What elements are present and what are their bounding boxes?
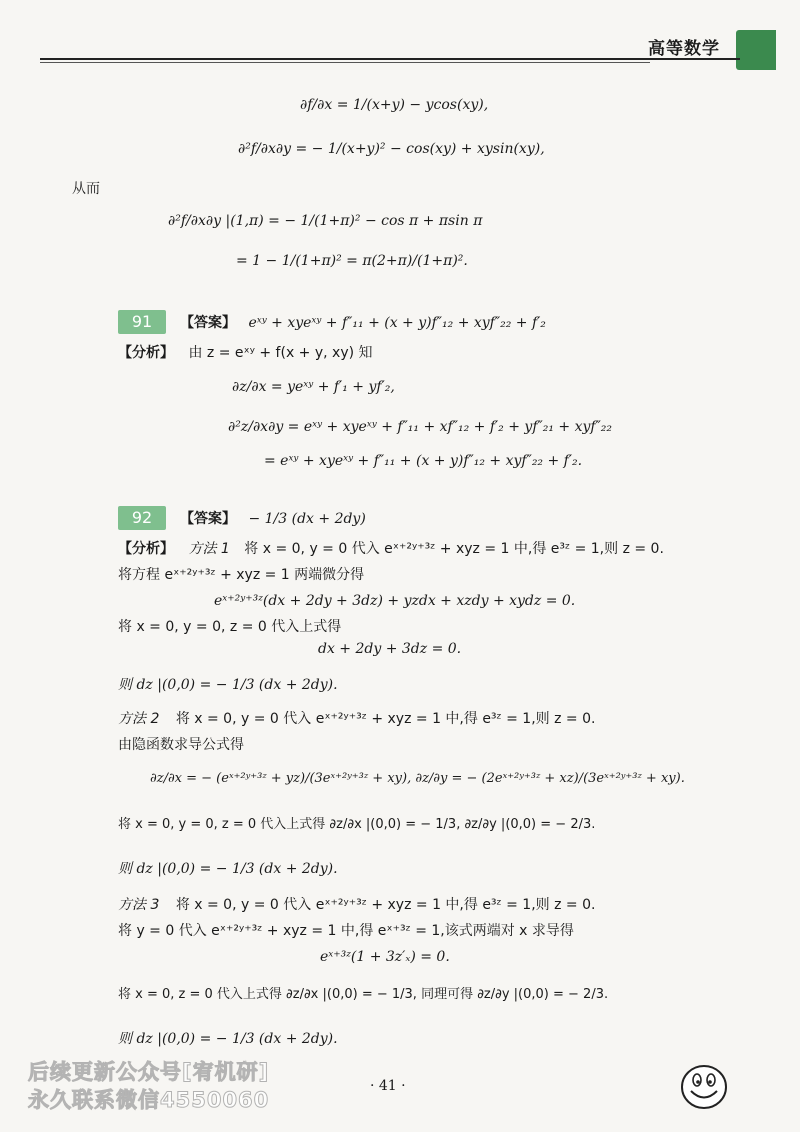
q91-step-3: = eˣʸ + xyeˣʸ + f″₁₁ + (x + y)f″₁₂ + xyf″₂₂ + f′₂. xyxy=(264,453,583,469)
q92-answer: − 1/3 (dx + 2dy) xyxy=(248,511,366,527)
watermark-line-1: 后续更新公众号[宥机研] xyxy=(28,1060,270,1084)
q91-step-2: ∂²z/∂x∂y = eˣʸ + xyeˣʸ + f″₁₁ + xf″₁₂ + f′₂ + yf″₂₁ + xyf″₂₂ xyxy=(228,419,613,435)
text-therefore: 从而 xyxy=(72,181,100,197)
q92-answer-row xyxy=(180,510,366,528)
q91-analysis-row xyxy=(118,344,373,362)
q92-m1-line-4: 将 x = 0, y = 0, z = 0 代入上式得 xyxy=(118,619,342,635)
q92-m1-line-6: 则 dz |(0,0) = − 1/3 (dx + 2dy). xyxy=(118,677,338,693)
q92-m2-line-1: 将 x = 0, y = 0 代入 eˣ⁺²ʸ⁺³ᶻ + xyz = 1 中,得 e³ᶻ = 1,则 z = 0. xyxy=(175,711,596,727)
formula-d2f-dxdy: ∂²f/∂x∂y = − 1/(x+y)² − cos(xy) + xysin(xy), xyxy=(238,141,545,157)
q92-m1-line-1: 将 x = 0, y = 0 代入 eˣ⁺²ʸ⁺³ᶻ + xyz = 1 中,得 e³ᶻ = 1,则 z = 0. xyxy=(244,541,664,557)
formula-df-dx: ∂f/∂x = 1/(x+y) − ycos(xy), xyxy=(300,97,489,113)
q92-m2-line-5: 则 dz |(0,0) = − 1/3 (dx + 2dy). xyxy=(118,861,338,877)
analysis-label: 【分析】 xyxy=(118,345,174,361)
q92-m1-row xyxy=(118,540,664,558)
q92-m3-row xyxy=(118,896,595,914)
smiley-face-icon xyxy=(678,1060,730,1112)
formula-eval-at-point: ∂²f/∂x∂y |(1,π) = − 1/(1+π)² − cos π + πsin π xyxy=(168,213,483,229)
q92-m1-line-5: dx + 2dy + 3dz = 0. xyxy=(318,641,462,657)
q92-m1-line-3: eˣ⁺²ʸ⁺³ᶻ(dx + 2dy + 3dz) + yzdx + xzdy + xydz = 0. xyxy=(214,593,576,609)
header-rule-thin xyxy=(40,62,650,63)
q92-m2-line-2: 由隐函数求导公式得 xyxy=(118,737,244,753)
q92-m2-row xyxy=(118,710,595,728)
header-rule xyxy=(40,58,740,60)
q92-m3-line-1: 将 x = 0, y = 0 代入 eˣ⁺²ʸ⁺³ᶻ + xyz = 1 中,得 e³ᶻ = 1,则 z = 0. xyxy=(175,897,596,913)
analysis-label: 【分析】 xyxy=(118,541,174,557)
q92-m3-line-5: 则 dz |(0,0) = − 1/3 (dx + 2dy). xyxy=(118,1031,338,1047)
header-tab-decoration xyxy=(736,30,776,70)
q92-m1-line-2: 将方程 eˣ⁺²ʸ⁺³ᶻ + xyz = 1 两端微分得 xyxy=(118,567,365,583)
q92-m2-line-4: 将 x = 0, y = 0, z = 0 代入上式得 ∂z/∂x |(0,0) = − 1/3, ∂z/∂y |(0,0) = − 2/3. xyxy=(118,817,596,832)
method-2-title: 方法 2 xyxy=(118,711,160,727)
watermark-line-2: 永久联系微信4550060 xyxy=(28,1088,270,1112)
q91-analysis-intro: 由 z = eˣʸ + f(x + y, xy) 知 xyxy=(188,345,373,361)
q91-step-1: ∂z/∂x = yeˣʸ + f′₁ + yf′₂, xyxy=(232,379,395,395)
question-number-badge: 91 xyxy=(118,310,166,334)
q91-answer: eˣʸ + xyeˣʸ + f″₁₁ + (x + y)f″₁₂ + xyf″₂₂ + f′₂ xyxy=(248,315,546,331)
formula-result: = 1 − 1/(1+π)² = π(2+π)/(1+π)². xyxy=(236,253,468,269)
q92-m2-line-3: ∂z/∂x = − (eˣ⁺²ʸ⁺³ᶻ + yz)/(3eˣ⁺²ʸ⁺³ᶻ + xy), ∂z/∂y = − (2eˣ⁺²ʸ⁺³ᶻ + xz)/(3eˣ⁺²ʸ⁺³ᶻ + xy). xyxy=(150,771,685,786)
method-1-title: 方法 1 xyxy=(188,541,230,557)
answer-label: 【答案】 xyxy=(180,315,236,331)
q92-m3-line-3: eˣ⁺³ᶻ(1 + 3z′ₓ) = 0. xyxy=(320,949,450,965)
page-number: · 41 · xyxy=(370,1078,406,1094)
answer-label: 【答案】 xyxy=(180,511,236,527)
question-number-badge: 92 xyxy=(118,506,166,530)
q91-answer-row xyxy=(180,314,546,332)
header-title: 高等数学 xyxy=(648,39,720,59)
q92-m3-line-2: 将 y = 0 代入 eˣ⁺²ʸ⁺³ᶻ + xyz = 1 中,得 eˣ⁺³ᶻ = 1,该式两端对 x 求导得 xyxy=(118,923,574,939)
method-3-title: 方法 3 xyxy=(118,897,160,913)
q92-m3-line-4: 将 x = 0, z = 0 代入上式得 ∂z/∂x |(0,0) = − 1/3, 同理可得 ∂z/∂y |(0,0) = − 2/3. xyxy=(118,987,609,1002)
